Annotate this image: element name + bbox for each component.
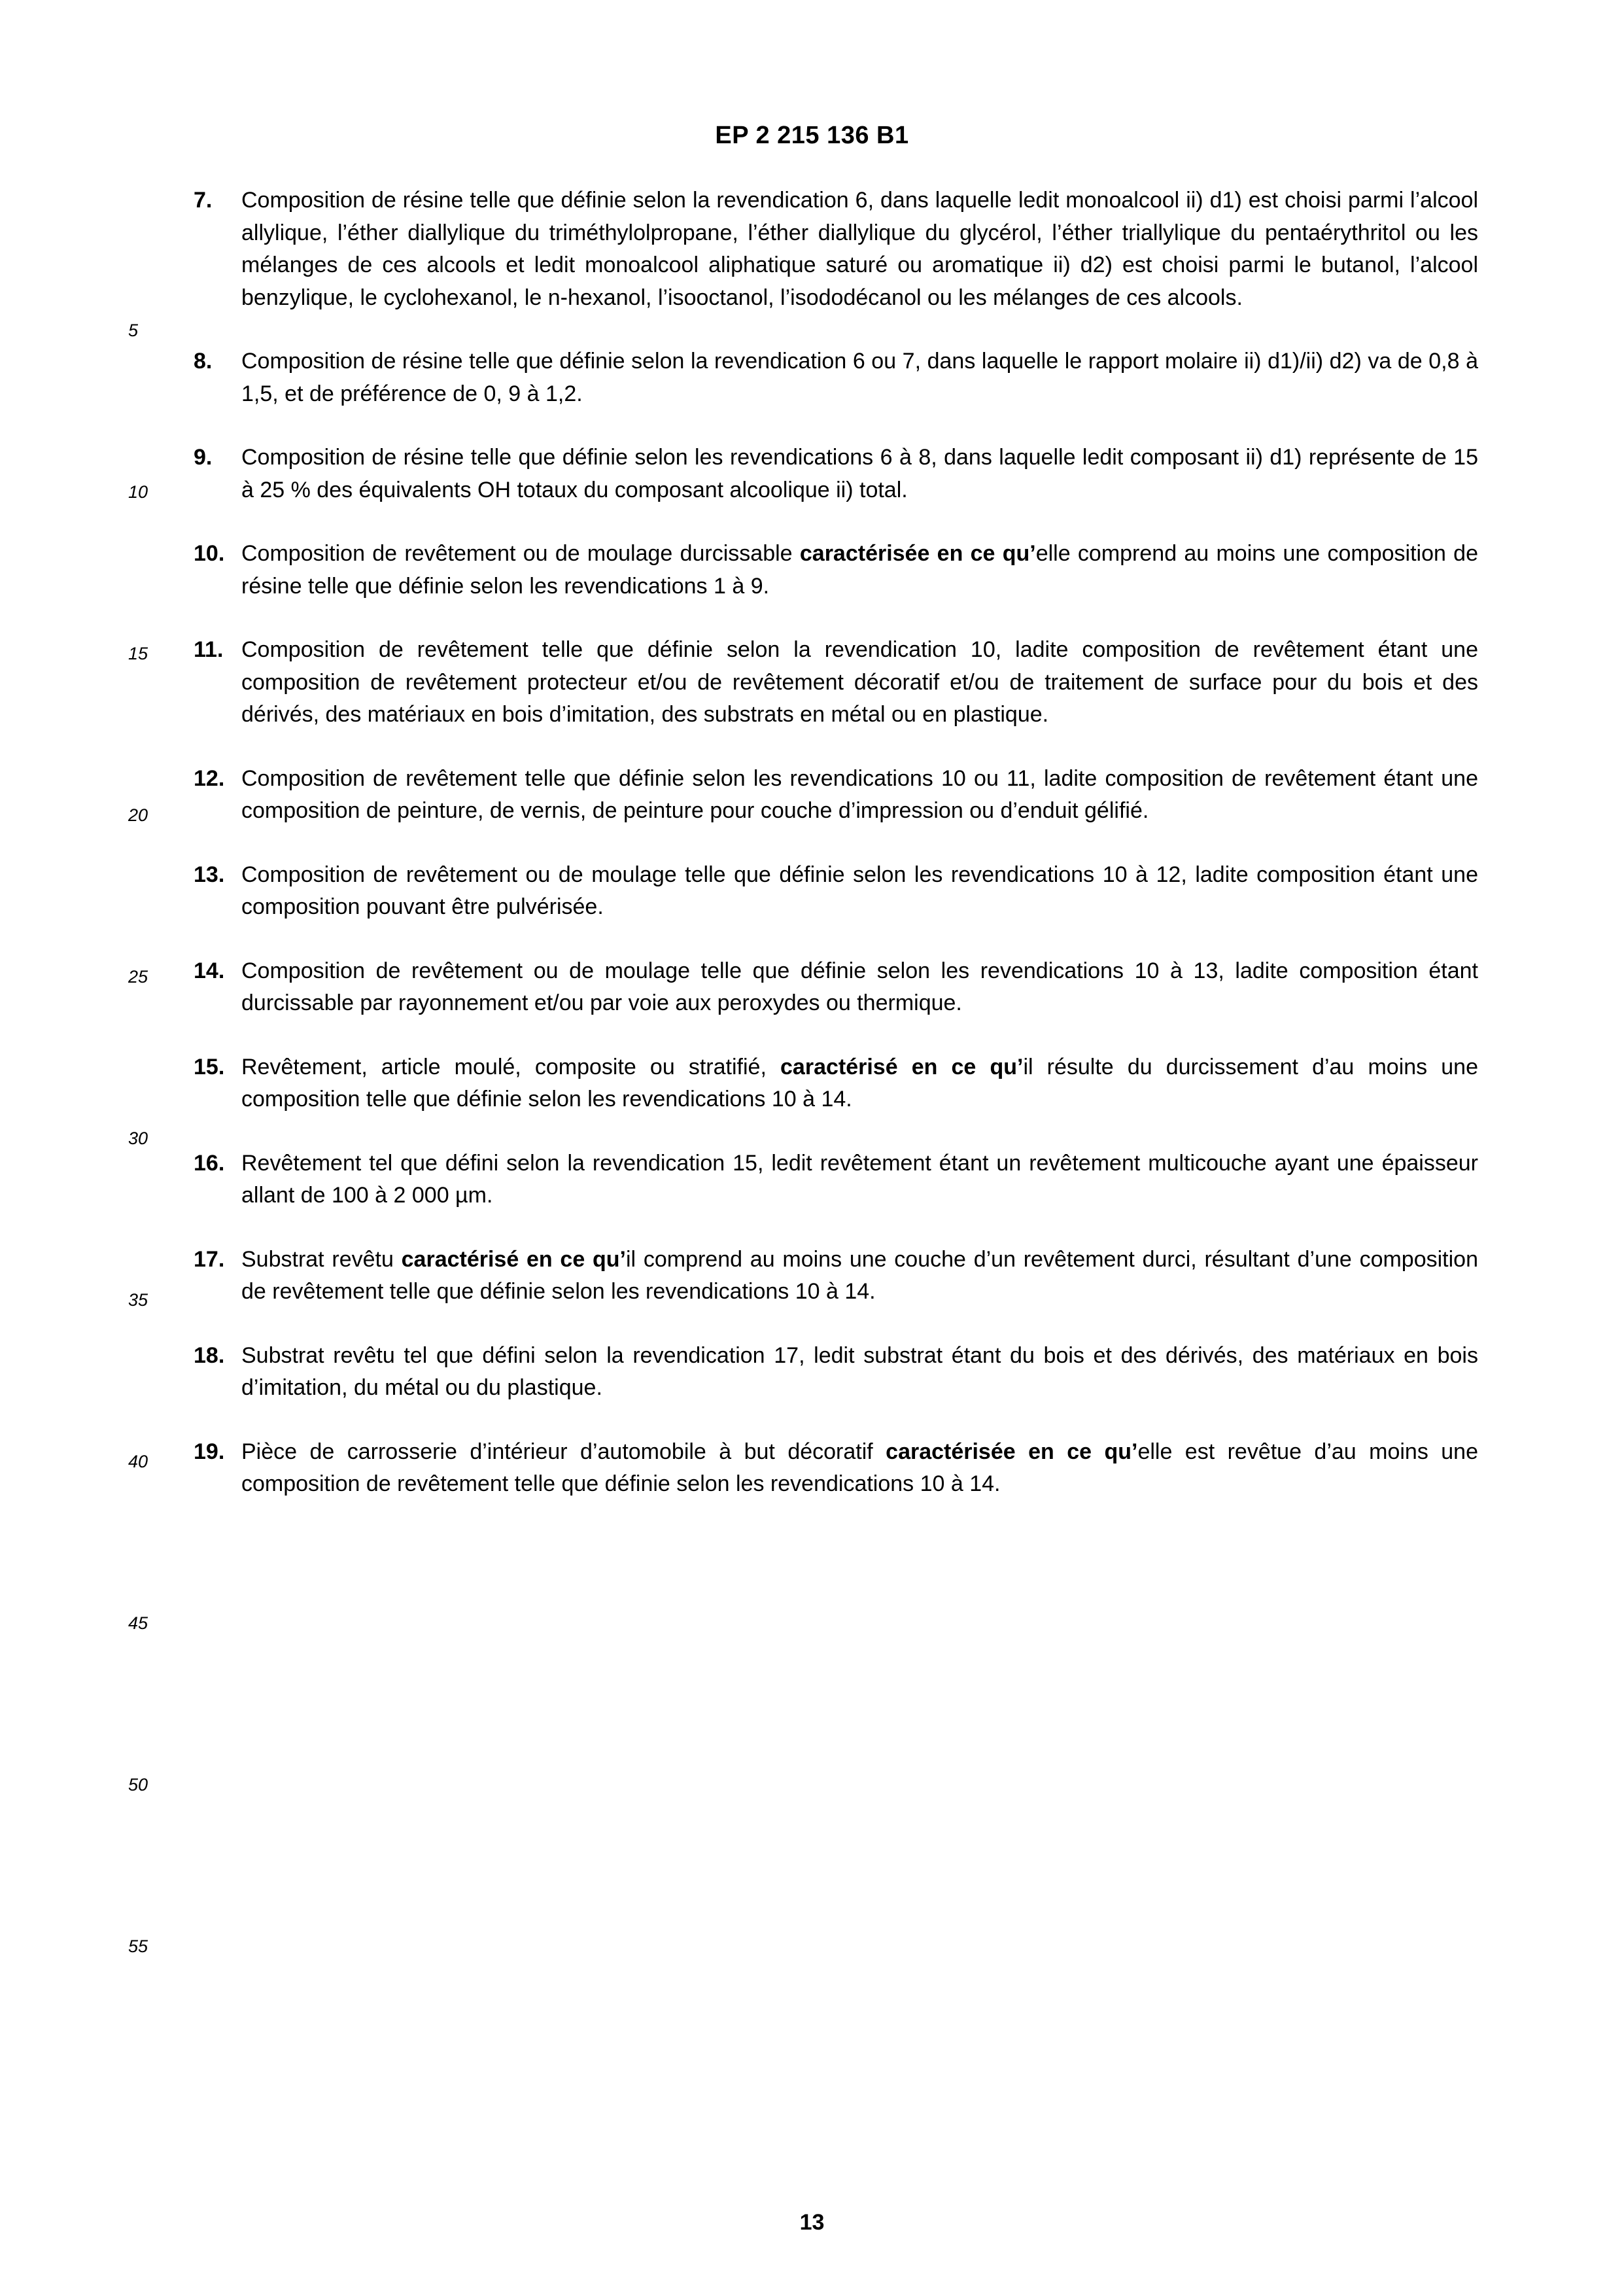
claim-text-segment: Composition de revêtement ou de moulage telle que définie selon les revendications 10 à 13, ladite composition étant durcissable par rayonnement et/ou par voie aux peroxydes ou thermique.: [241, 958, 1478, 1015]
claim-text-segment: elle comprend au moins une composition de résine telle que définie selon les revendications 1 à 9.: [241, 541, 1478, 599]
claim-item: [194, 1051, 1478, 1116]
claim-text: [241, 1055, 1478, 1112]
claim-number: 9.: [194, 445, 213, 470]
claim-number: 15.: [194, 1054, 225, 1079]
line-number: 25: [128, 967, 148, 987]
claim-text: [241, 1343, 1478, 1401]
claim-item: [194, 859, 1478, 924]
line-number: 40: [128, 1452, 148, 1471]
document-id-header: EP 2 215 136 B1: [715, 122, 909, 149]
claim-item: [194, 634, 1478, 731]
claim-number: 12.: [194, 765, 225, 791]
claim-characterising-phrase: caractérisée en ce qu’: [886, 1439, 1138, 1464]
claim-text: [241, 445, 1478, 502]
claim-number: 10.: [194, 541, 225, 566]
claim-text-segment: elle est revêtue d’au moins une composition de revêtement telle que définie selon les revendications 10 à 14.: [241, 1439, 1478, 1496]
claim-text-segment: Revêtement tel que défini selon la revendication 15, ledit revêtement étant un revêtement multicouche ayant une épaisseur allant de 100 à 2 000 µm.: [241, 1150, 1478, 1208]
claim-text-segment: Revêtement, article moulé, composite ou stratifié,: [241, 1054, 781, 1079]
claim-number: 7.: [194, 188, 213, 213]
claims-list: [194, 184, 1478, 1532]
claim-item: [194, 442, 1478, 506]
claim-characterising-phrase: caractérisée en ce qu’: [799, 541, 1036, 566]
claim-text: [241, 188, 1478, 310]
claim-text-segment: Composition de revêtement telle que définie selon les revendications 10 ou 11, ladite composition de revêtement étant une composition de peinture, de vernis, de peinture pour couche d’impression ou d’enduit gélifié.: [241, 765, 1478, 823]
claim-item: [194, 345, 1478, 410]
line-number: 55: [128, 1936, 148, 1956]
claim-item: [194, 1244, 1478, 1308]
claim-item: [194, 538, 1478, 603]
line-number: 10: [128, 482, 148, 502]
claim-characterising-phrase: caractérisé en ce qu’: [780, 1054, 1024, 1079]
claim-text-segment: Composition de résine telle que définie selon la revendication 6, dans laquelle ledit monoalcool ii) d1) est choisi parmi l’alcool allylique, l’éther diallylique du triméthylolpropane, l’éther diallylique du glycérol, l’éther triallylique du pentaérythritol ou les mélanges de ces alcools et ledit monoalcool aliphatique saturé ou aromatique ii) d2) est choisi parmi le butanol, l’alcool benzylique, le cyclohexanol, le n-hexanol, l’isooctanol, l’isododécanol ou les mélanges de ces alcools.: [241, 188, 1478, 310]
claim-number: 8.: [194, 349, 213, 374]
claim-characterising-phrase: caractérisé en ce qu’: [401, 1246, 626, 1272]
claim-text: [241, 1151, 1478, 1208]
line-number: 50: [128, 1775, 148, 1795]
claim-number: 16.: [194, 1150, 225, 1176]
claim-number: 11.: [194, 637, 224, 662]
claim-text-segment: il résulte du durcissement d’au moins une composition telle que définie selon les revendications 10 à 14.: [241, 1054, 1478, 1112]
claim-text: [241, 958, 1478, 1016]
claim-text: [241, 1439, 1478, 1497]
claim-text-segment: Composition de revêtement ou de moulage durcissable: [241, 541, 800, 566]
claim-text-segment: il comprend au moins une couche d’un revêtement durci, résultant d’une composition de revêtement telle que définie selon les revendications 10 à 14.: [241, 1246, 1478, 1304]
claim-item: [194, 763, 1478, 828]
claim-number: 17.: [194, 1246, 225, 1272]
claim-text-segment: Composition de résine telle que définie selon les revendications 6 à 8, dans laquelle ledit composant ii) d1) représente de 15 à 25 % des équivalents OH totaux du composant alcoolique ii) total.: [241, 445, 1478, 502]
claim-number: 14.: [194, 958, 225, 983]
claim-item: [194, 1340, 1478, 1405]
claim-number: 13.: [194, 862, 225, 887]
claim-text: [241, 349, 1478, 406]
claim-text-segment: Substrat revêtu tel que défini selon la revendication 17, ledit substrat étant du bois et des dérivés, des matériaux en bois d’imitation, du métal ou du plastique.: [241, 1342, 1478, 1400]
line-number: 45: [128, 1613, 148, 1633]
claim-text-segment: Pièce de carrosserie d’intérieur d’automobile à but décoratif: [241, 1439, 886, 1464]
claim-item: [194, 1148, 1478, 1212]
page-number: 13: [799, 2210, 825, 2235]
claim-text: [241, 862, 1478, 920]
claim-number: 19.: [194, 1439, 225, 1464]
claim-text-segment: Composition de revêtement telle que définie selon la revendication 10, ladite composition de revêtement étant une composition de revêtement protecteur et/ou de revêtement décoratif et/ou de traitement de surface pour du bois et des dérivés, des matériaux en bois d’imitation, des substrats en métal ou en plastique.: [241, 637, 1478, 727]
line-number: 5: [128, 321, 139, 340]
claim-text-segment: Composition de résine telle que définie selon la revendication 6 ou 7, dans laquelle le rapport molaire ii) d1)/ii) d2) va de 0,8 à 1,5, et de préférence de 0, 9 à 1,2.: [241, 349, 1478, 406]
line-number: 30: [128, 1129, 148, 1148]
claim-text: [241, 1247, 1478, 1305]
line-number: 20: [128, 805, 148, 825]
claim-item: [194, 955, 1478, 1020]
line-number-margin: [0, 0, 170, 2295]
claim-text-segment: Substrat revêtu: [241, 1246, 402, 1272]
line-number: 35: [128, 1290, 148, 1310]
claim-text: [241, 637, 1478, 727]
claim-number: 18.: [194, 1342, 225, 1368]
line-number: 15: [128, 644, 148, 663]
claim-text-segment: Composition de revêtement ou de moulage telle que définie selon les revendications 10 à 12, ladite composition étant une composition pouvant être pulvérisée.: [241, 862, 1478, 919]
claim-item: [194, 184, 1478, 314]
claim-item: [194, 1436, 1478, 1501]
claim-text: [241, 541, 1478, 599]
claim-text: [241, 766, 1478, 824]
